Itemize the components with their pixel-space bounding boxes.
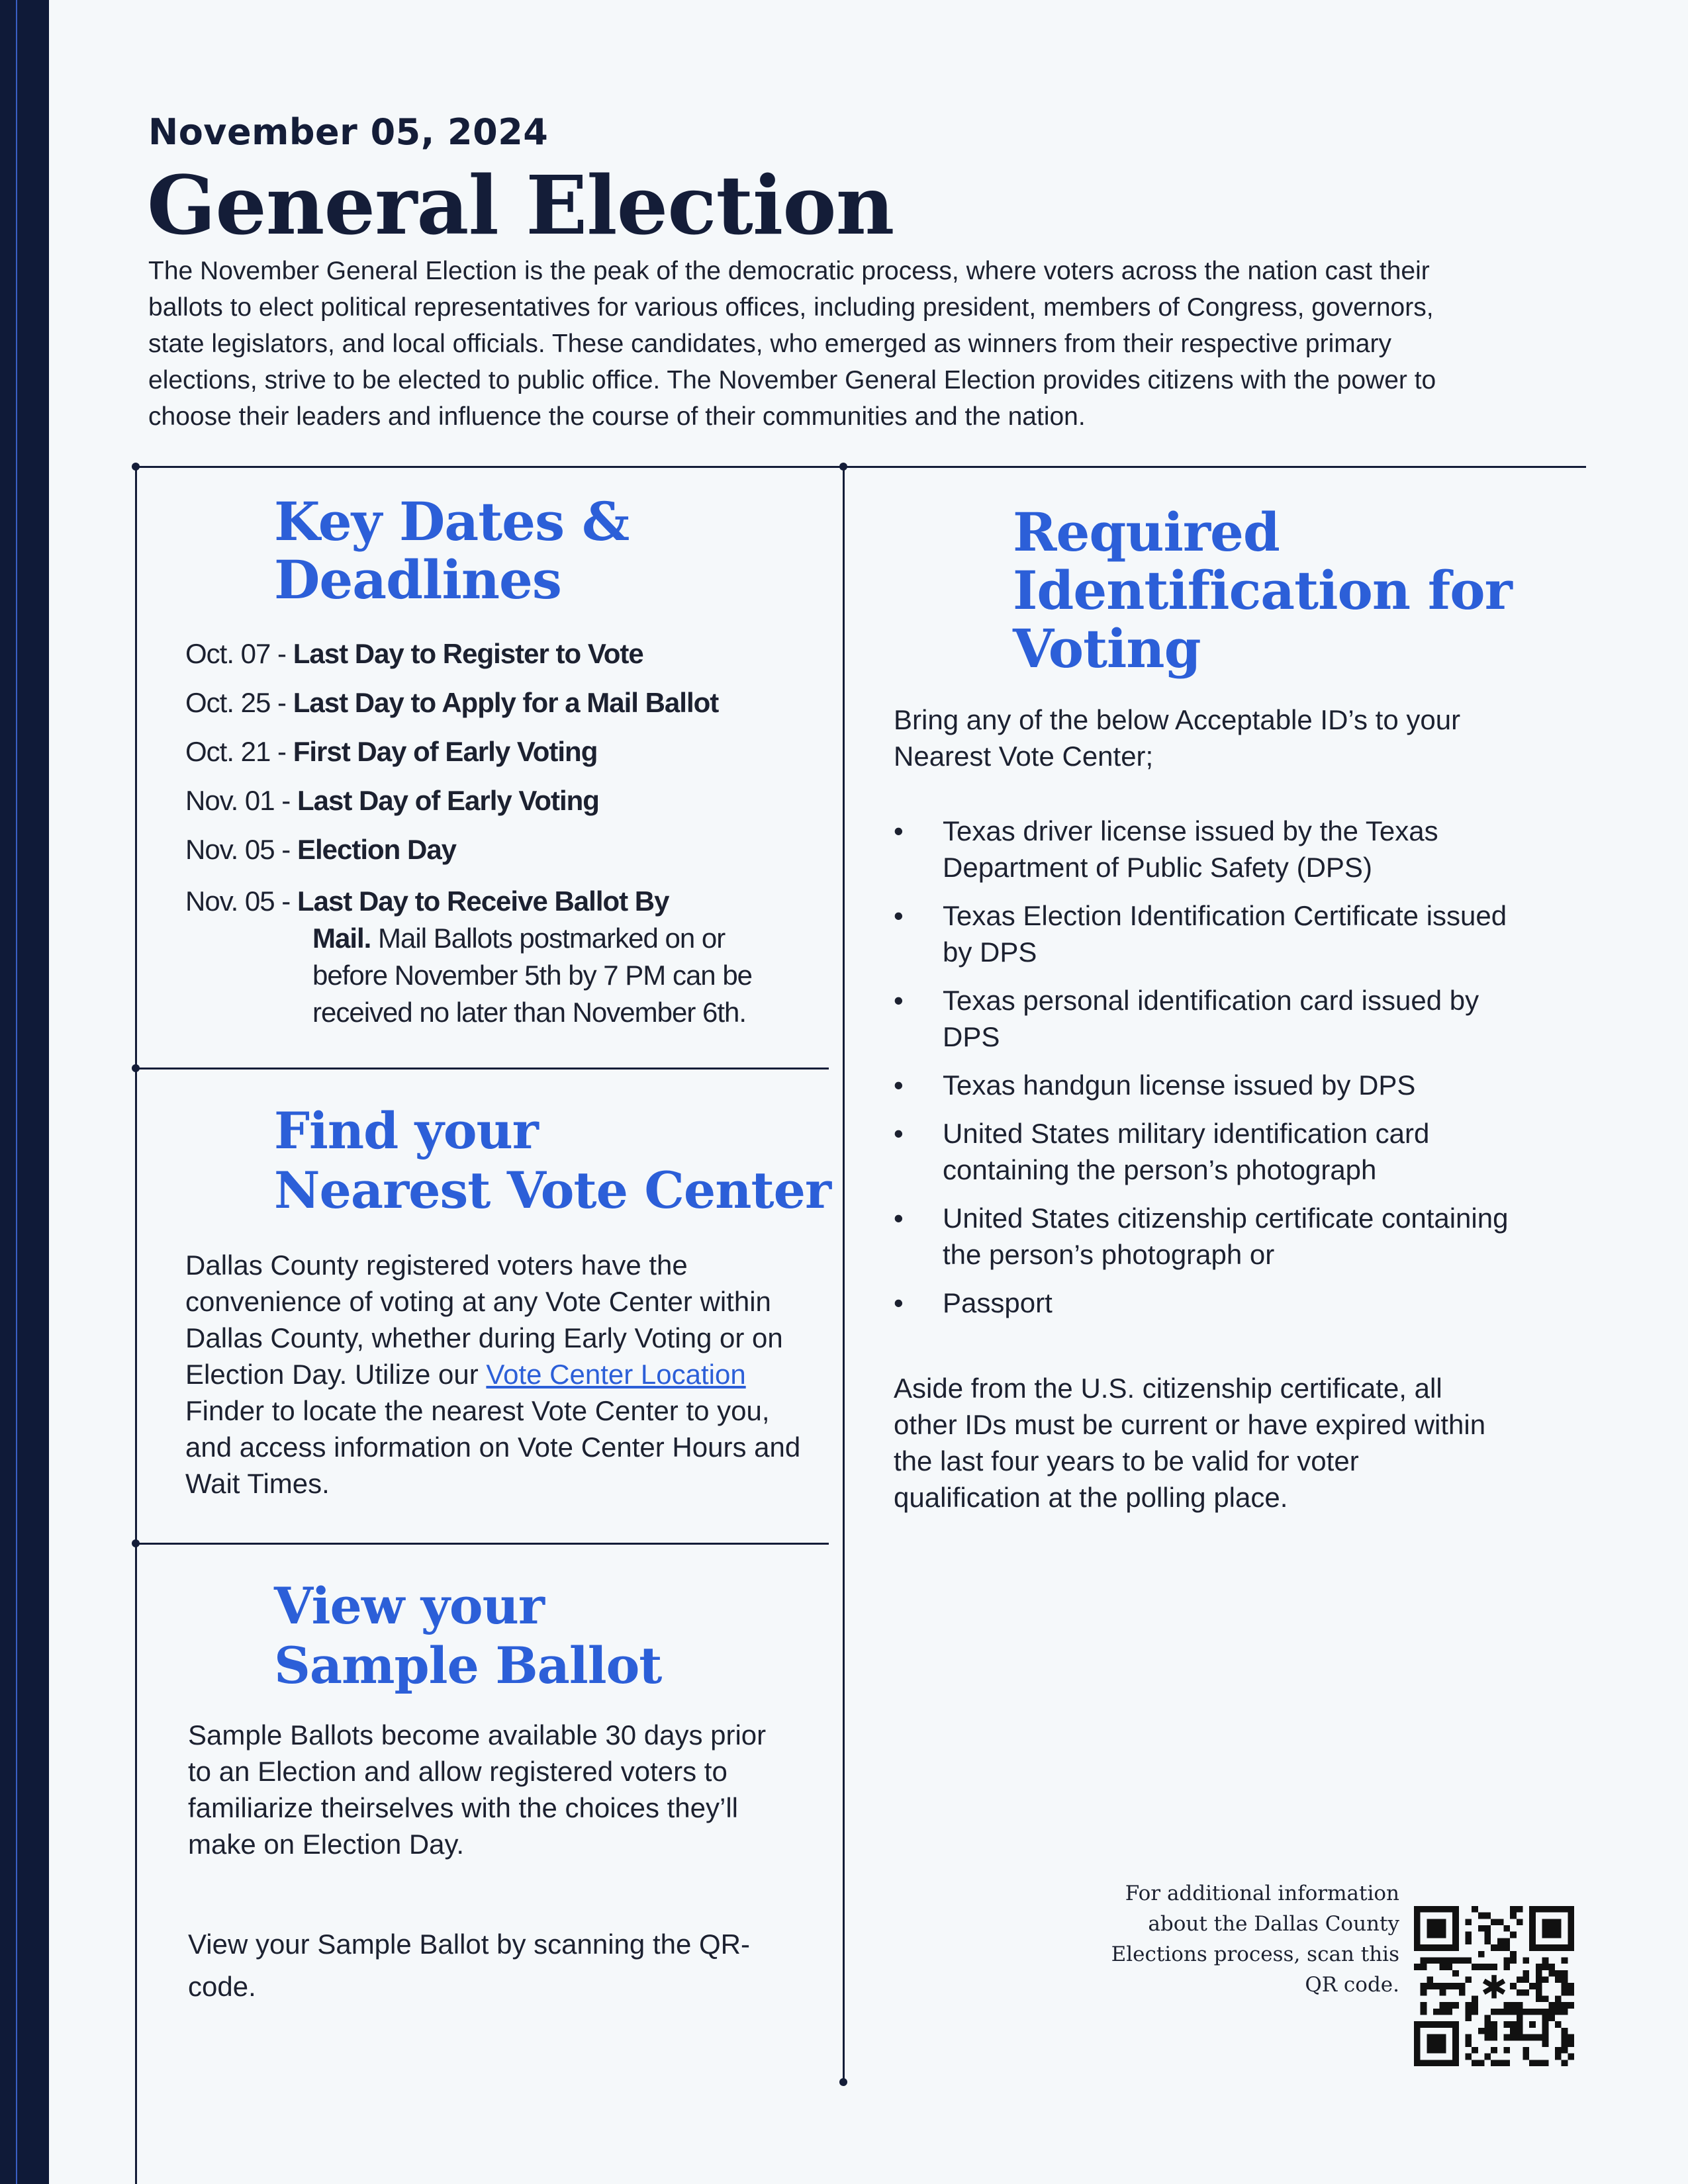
bullet-icon: •	[894, 1287, 904, 1318]
bullet-icon: •	[894, 815, 904, 846]
intro-line: state legislators, and local officials. These candidates, who emerged as winners from their respective primary	[148, 330, 1391, 358]
bullet-icon: •	[894, 985, 904, 1016]
qr-caption: For additional information about the Dallas County Elections process, scan this QR code.	[1111, 1882, 1399, 1997]
date-continuation: Mail. Mail Ballots postmarked on or	[312, 923, 726, 954]
key-dates-list	[185, 638, 834, 1028]
sample-ballot-instruction: View your Sample Ballot by scanning the QR-code.	[188, 1929, 750, 2002]
bullet-icon: •	[894, 1203, 904, 1234]
acceptable-id-list	[894, 813, 1516, 1333]
heading-line: Nearest Vote Center	[274, 1161, 831, 1220]
intro-line: The November General Election is the peak of the democratic process, where voters across the nation cast their	[148, 257, 1430, 285]
heading-line: View your	[274, 1576, 544, 1635]
key-dates-heading	[274, 492, 629, 609]
bullet-icon: •	[894, 1069, 904, 1101]
date-label: Oct. 07 -	[185, 638, 293, 669]
date-row	[185, 736, 834, 785]
date-label: Nov. 05 -	[185, 834, 297, 865]
intro-line: ballots to elect political representatives for various offices, including president, members of Congress, governors,	[148, 293, 1434, 322]
date-label: Nov. 05 -	[185, 886, 297, 917]
qr-center-mark: ✱	[1480, 1969, 1508, 2007]
sidebar-accent-line	[16, 0, 17, 2184]
left-column-border	[135, 466, 137, 2184]
page-title: General Election	[147, 158, 894, 253]
center-column-divider	[843, 466, 845, 2082]
vote-center-locator-link[interactable]: Vote Center Location	[486, 1359, 746, 1390]
date-label: Oct. 25 -	[185, 687, 293, 718]
heading-line: Find your	[274, 1101, 538, 1160]
divider-dot	[132, 463, 140, 471]
list-item: • United States citizenship certificate containing the person’s photograph or	[894, 1200, 1516, 1273]
date-row	[185, 785, 834, 834]
divider-dot	[839, 463, 847, 471]
intro-paragraph	[148, 253, 1565, 435]
vote-center-heading	[274, 1101, 831, 1220]
bullet-icon: •	[894, 900, 904, 931]
vote-center-paragraph: Dallas County registered voters have the convenience of voting at any Vote Center within Dallas County, whether during Early Voting or on Election Day. Utilize our Vote Center Location Finder to locate the nearest Vote Center to you, and access information on Vote Center Hours and Wait Times.	[185, 1250, 801, 1499]
list-item: • Passport	[894, 1285, 1516, 1321]
date-event: Last Day to Receive Ballot By	[297, 886, 669, 917]
list-item: • Texas personal identification card issued by DPS	[894, 982, 1516, 1055]
date-event: Last Day to Register to Vote	[293, 638, 643, 669]
list-item: • Texas Election Identification Certificate issued by DPS	[894, 897, 1516, 970]
heading-line: Deadlines	[274, 549, 561, 611]
heading-line: Identification for	[1013, 559, 1512, 621]
intro-line: choose their leaders and influence the course of their communities and the nation.	[148, 402, 1086, 431]
date-row	[185, 638, 834, 687]
list-item: • United States military identification card containing the person’s photograph	[894, 1115, 1516, 1188]
date-row	[185, 687, 834, 736]
left-sidebar-stripe	[0, 0, 49, 2184]
required-id-heading	[1013, 503, 1512, 678]
heading-line: Sample Ballot	[274, 1636, 662, 1695]
list-item: • Texas driver license issued by the Texas Department of Public Safety (DPS)	[894, 813, 1516, 886]
heading-line: Key Dates &	[274, 490, 630, 553]
heading-line: Required	[1013, 501, 1280, 563]
date-row	[185, 834, 834, 883]
date-event: Last Day of Early Voting	[297, 785, 599, 816]
required-id-intro: Bring any of the below Acceptable ID’s to your Nearest Vote Center;	[894, 704, 1461, 772]
divider-dot	[132, 1064, 140, 1072]
divider-after-key-dates	[135, 1068, 829, 1069]
election-date: November 05, 2024	[148, 111, 549, 153]
date-label: Oct. 21 -	[185, 736, 293, 767]
date-event: First Day of Early Voting	[293, 736, 598, 767]
date-continuation: received no later than November 6th.	[312, 997, 747, 1028]
date-event: Last Day to Apply for a Mail Ballot	[293, 687, 719, 718]
required-id-note: Aside from the U.S. citizenship certificate, all other IDs must be current or have expired within the last four years to be valid for voter qualification at the polling place.	[894, 1373, 1486, 1513]
divider-dot	[839, 2078, 847, 2086]
list-item: • Texas handgun license issued by DPS	[894, 1067, 1516, 1103]
divider-dot	[132, 1539, 140, 1547]
sample-ballot-paragraph: Sample Ballots become available 30 days prior to an Election and allow registered voters to familiarize theirselves with the choices they’ll make on Election Day.	[188, 1719, 767, 1860]
bullet-icon: •	[894, 1118, 904, 1149]
date-event: Election Day	[297, 834, 457, 865]
sample-ballot-heading	[274, 1576, 661, 1696]
intro-line: elections, strive to be elected to public office. The November General Election provides citizens with the power to	[148, 366, 1436, 394]
qr-code-icon[interactable]	[1414, 1906, 1574, 2066]
date-label: Nov. 01 -	[185, 785, 297, 816]
divider-after-vote-center	[135, 1543, 829, 1545]
top-divider	[135, 466, 1586, 468]
heading-line: Voting	[1013, 617, 1201, 680]
date-row-mail-deadline	[185, 883, 834, 1028]
date-continuation: before November 5th by 7 PM can be	[312, 960, 753, 991]
